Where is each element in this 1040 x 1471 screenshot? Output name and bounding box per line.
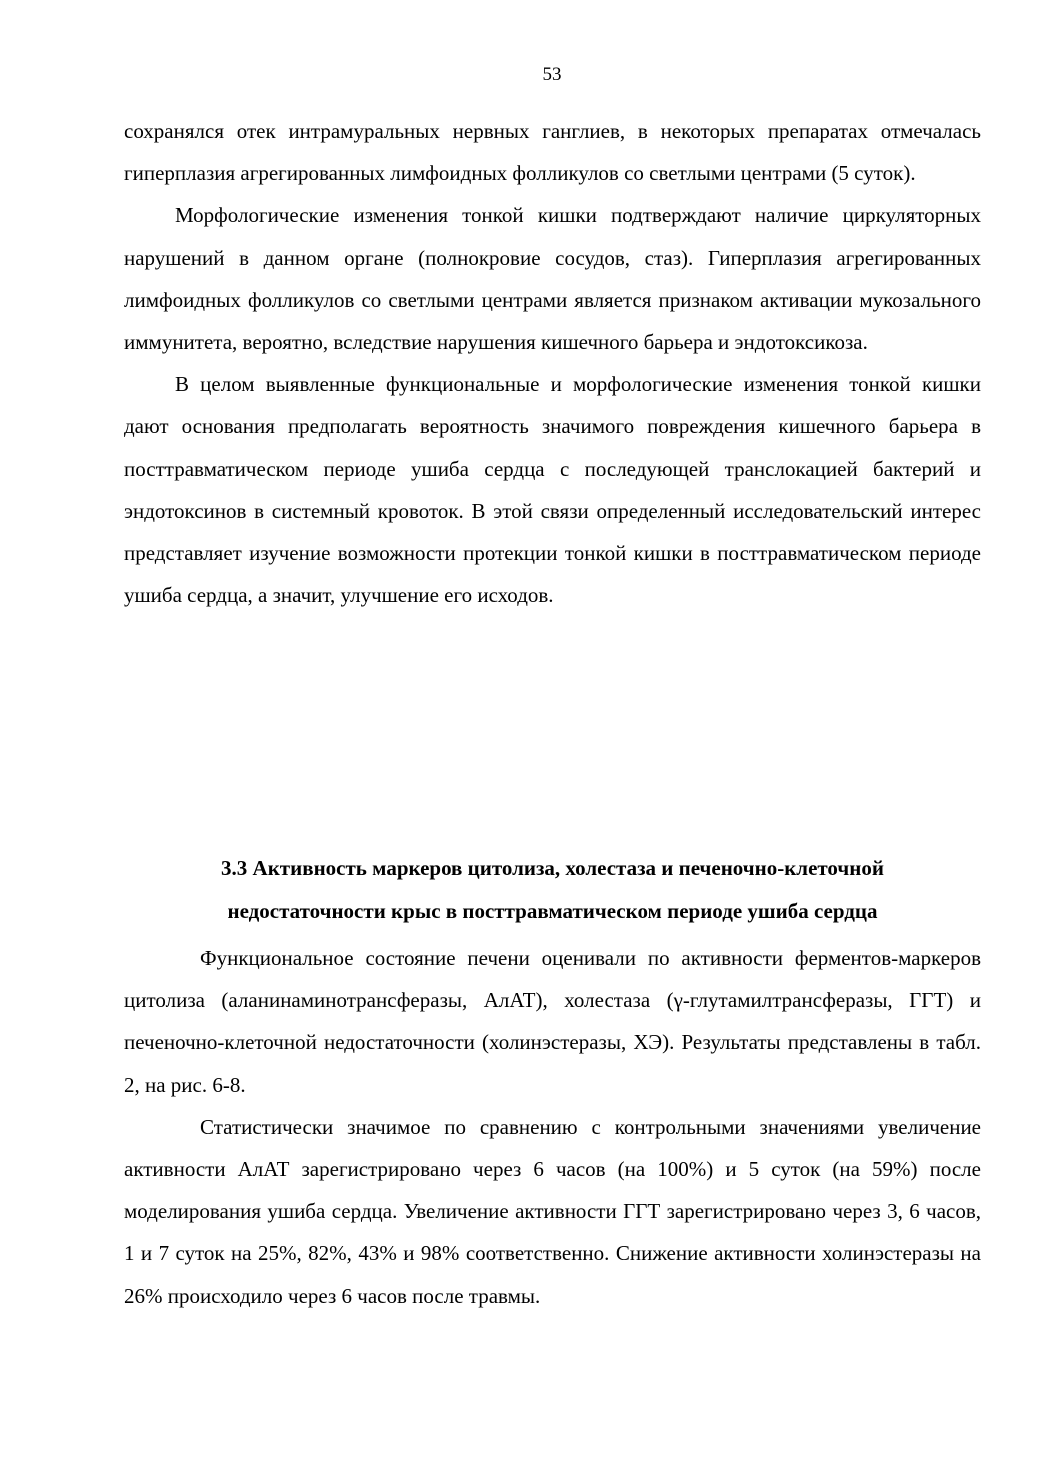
section-heading-line-2: недостаточности крыс в посттравматическом периоде ушиба сердца bbox=[227, 899, 878, 923]
page-number: 53 bbox=[542, 64, 562, 85]
paragraph-1: сохранялся отек интрамуральных нервных ганглиев, в некоторых препаратах отмечалась гиперплазия агрегированных лимфоидных фолликулов со светлыми центрами (5 суток). bbox=[124, 119, 981, 186]
paragraph-2: Морфологические изменения тонкой кишки подтверждают наличие циркуляторных нарушений в данном органе (полнокровие сосудов, стаз). Гиперплазия агрегированных лимфоидных фолликулов со светлыми центрами является признаком активации мукозального иммунитета, вероятно, вследствие нарушения кишечного барьера и эндотоксикоза. bbox=[124, 203, 981, 355]
paragraph-3: В целом выявленные функциональные и морфологические изменения тонкой кишки дают основания предполагать вероятность значимого повреждения кишечного барьера в посттравматическом периоде ушиба сердца с последующей транслокацией бактерий и эндотоксинов в системный кровоток. В этой связи определенный исследовательский интерес представляет изучение возможности протекции тонкой кишки в посттравматическом периоде ушиба сердца, а значит, улучшение его исходов. bbox=[124, 372, 981, 608]
body-text-top bbox=[124, 110, 981, 616]
paragraph-4: Функциональное состояние печени оценивали по активности ферментов-маркеров цитолиза (аланинаминотрансферазы, АлАТ), холестаза (γ-глутамилтрансферазы, ГГТ) и печеночно-клеточной недостаточности (холинэстеразы, ХЭ). Результаты представлены в табл. 2, на рис. 6-8. bbox=[124, 946, 981, 1097]
body-text-bottom bbox=[124, 937, 981, 1317]
paragraph-5: Статистически значимое по сравнению с контрольными значениями увеличение активности АлАТ зарегистрировано через 6 часов (на 100%) и 5 суток (на 59%) после моделирования ушиба сердца. Увеличение активности ГГТ зарегистрировано через 3, 6 часов, 1 и 7 суток на 25%, 82%, 43% и 98% соответственно. Снижение активности холинэстеразы на 26% происходило через 6 часов после травмы. bbox=[124, 1114, 981, 1308]
section-heading bbox=[124, 847, 981, 933]
section-heading-line-1: 3.3 Активность маркеров цитолиза, холестаза и печеночно-клеточной bbox=[221, 856, 884, 880]
